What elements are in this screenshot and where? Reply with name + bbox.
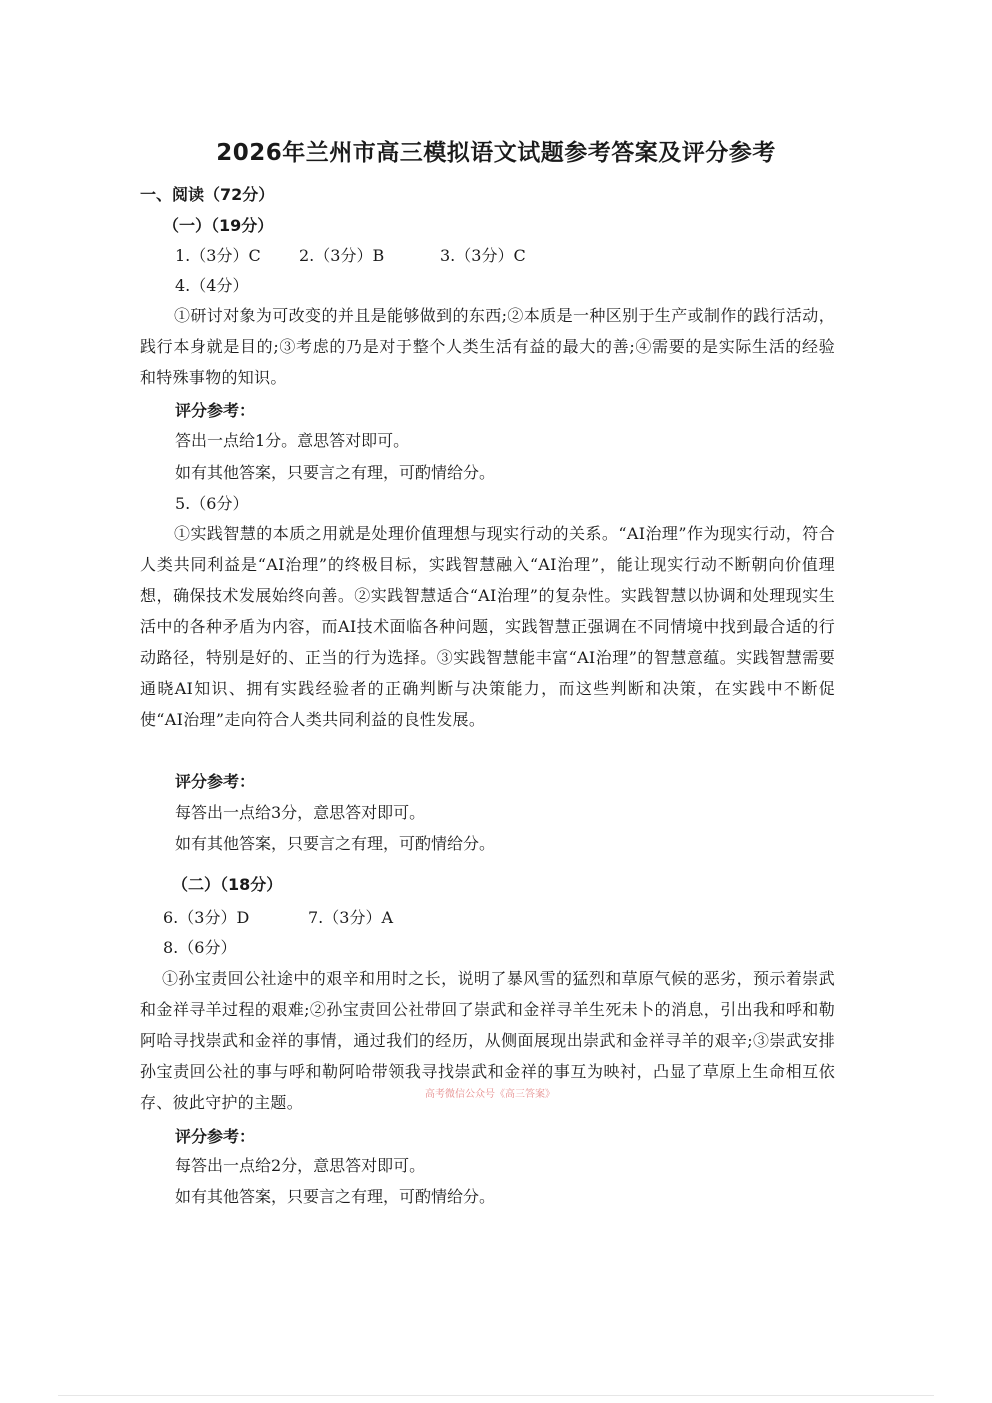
q8-scoring-rule-1: 每答出一点给2分，意思答对即可。 — [175, 1156, 426, 1175]
question-4-answer: ①研讨对象为可改变的并且是能够做到的东西;②本质是一种区别于生产或制作的践行活动，践行本身就是目的;③考虑的乃是对于整个人类生活有益的最大的善;④需要的是实际生活的经验和特殊事物的知识。 — [140, 306, 835, 387]
watermark: 高考微信公众号《高三答案》 — [425, 1089, 555, 1100]
mc-answer-7: 7.（3分）A — [308, 908, 394, 927]
q8-scoring-rule-2: 如有其他答案，只要言之有理，可酌情给分。 — [175, 1187, 496, 1206]
part-heading-1: （一）（19分） — [163, 216, 274, 235]
mc-answers-1-3 — [175, 245, 526, 267]
page-title: 2026年兰州市高三模拟语文试题参考答案及评分参考 — [216, 140, 776, 166]
question-8-answer: ①孙宝责回公社途中的艰辛和用时之长，说明了暴风雪的猛烈和草原气候的恶劣，预示着崇武和金祥寻羊过程的艰难;②孙宝责回公社带回了崇武和金祥寻羊生死未卜的消息，引出我和呼和勒阿哈寻找崇武和金祥的事情，通过我们的经历，从侧面展现出崇武和金祥寻羊的艰辛;③崇武安排孙宝责回公社的事与呼和勒阿哈带领我寻找崇武和金祥的事互为映衬，凸显了草原上生命相互依存、彼此守护的主题。 — [140, 969, 835, 1112]
mc-answers-6-7 — [163, 907, 393, 929]
q8-scoring-heading: 评分参考： — [175, 1127, 256, 1146]
part-heading-2: （二）（18分） — [172, 875, 283, 894]
q4-scoring-rule-1: 答出一点给1分。意思答对即可。 — [175, 431, 410, 450]
mc-answer-2: 2.（3分）B — [299, 246, 385, 265]
question-8-label: 8.（6分） — [163, 938, 237, 957]
bottom-divider — [58, 1395, 934, 1396]
q5-scoring-rule-2: 如有其他答案，只要言之有理，可酌情给分。 — [175, 834, 496, 853]
question-5-label: 5.（6分） — [175, 494, 249, 513]
question-4-label: 4.（4分） — [175, 276, 249, 295]
section-heading-reading: 一、阅读（72分） — [140, 185, 275, 204]
question-5-answer: ①实践智慧的本质之用就是处理价值理想与现实行动的关系。“AI治理”作为现实行动，符合人类共同利益是“AI治理”的终极目标，实践智慧融入“AI治理”，能让现实行动不断朝向价值理想，确保技术发展始终向善。②实践智慧适合“AI治理”的复杂性。实践智慧以协调和处理现实生活中的各种矛盾为内容，而AI技术面临各种问题，实践智慧正强调在不同情境中找到最合适的行动路径，特别是好的、正当的行为选择。③实践智慧能丰富“AI治理”的智慧意蕴。实践智慧需要通晓AI知识、拥有实践经验者的正确判断与决策能力，而这些判断和决策，在实践中不断促使“AI治理”走向符合人类共同利益的良性发展。 — [140, 524, 835, 729]
q4-scoring-heading: 评分参考： — [175, 401, 256, 420]
q4-scoring-rule-2: 如有其他答案，只要言之有理，可酌情给分。 — [175, 463, 496, 482]
q5-scoring-rule-1: 每答出一点给3分，意思答对即可。 — [175, 803, 426, 822]
mc-answer-3: 3.（3分）C — [440, 246, 526, 265]
mc-answer-6: 6.（3分）D — [163, 908, 250, 927]
q5-scoring-heading: 评分参考： — [175, 772, 256, 791]
mc-answer-1: 1.（3分）C — [175, 246, 261, 265]
